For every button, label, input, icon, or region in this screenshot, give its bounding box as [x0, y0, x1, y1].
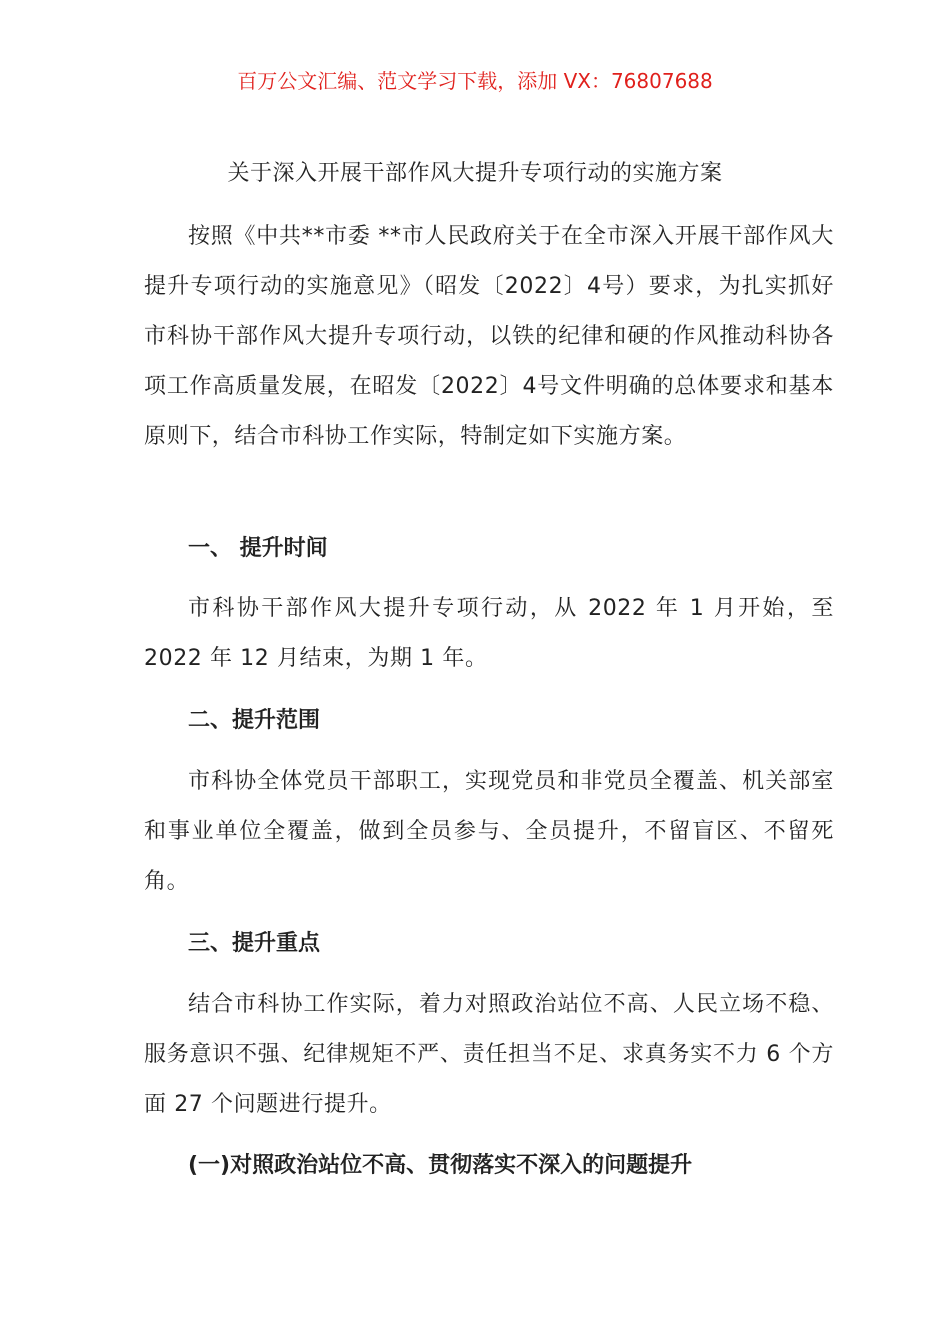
section-body-scope: 市科协全体党员干部职工，实现党员和非党员全覆盖、机关部室和事业单位全覆盖，做到全员参与、全员提升，不留盲区、不留死角。: [144, 769, 834, 894]
section-body-time: 市科协干部作风大提升专项行动，从 2022 年 1 月开始，至 2022 年 12 月结束，为期 1 年。: [144, 596, 834, 671]
section-body-focus: 结合市科协工作实际，着力对照政治站位不高、人民立场不稳、服务意识不强、纪律规矩不严、责任担当不足、求真务实不力 6 个方面 27 个问题进行提升。: [144, 992, 834, 1117]
document-title: 关于深入开展干部作风大提升专项行动的实施方案: [227, 161, 723, 186]
section-heading-focus: 三、提升重点: [188, 931, 321, 956]
intro-paragraph: 按照《中共**市委 **市人民政府关于在全市深入开展干部作风大提升专项行动的实施意见》（昭发〔2022〕4号）要求，为扎实抓好市科协干部作风大提升专项行动，以铁的纪律和硬的作风推动科协各项工作高质量发展，在昭发〔2022〕4号文件明确的总体要求和基本原则下，结合市科协工作实际，特制定如下实施方案。: [144, 224, 834, 449]
section-heading-scope: 二、提升范围: [188, 708, 321, 733]
subsection-heading-political: (一)对照政治站位不高、贯彻落实不深入的问题提升: [188, 1153, 693, 1178]
watermark-banner: 百万公文汇编、范文学习下载，添加 VX：76807688: [237, 69, 713, 93]
section-heading-time: 一、 提升时间: [188, 536, 328, 561]
